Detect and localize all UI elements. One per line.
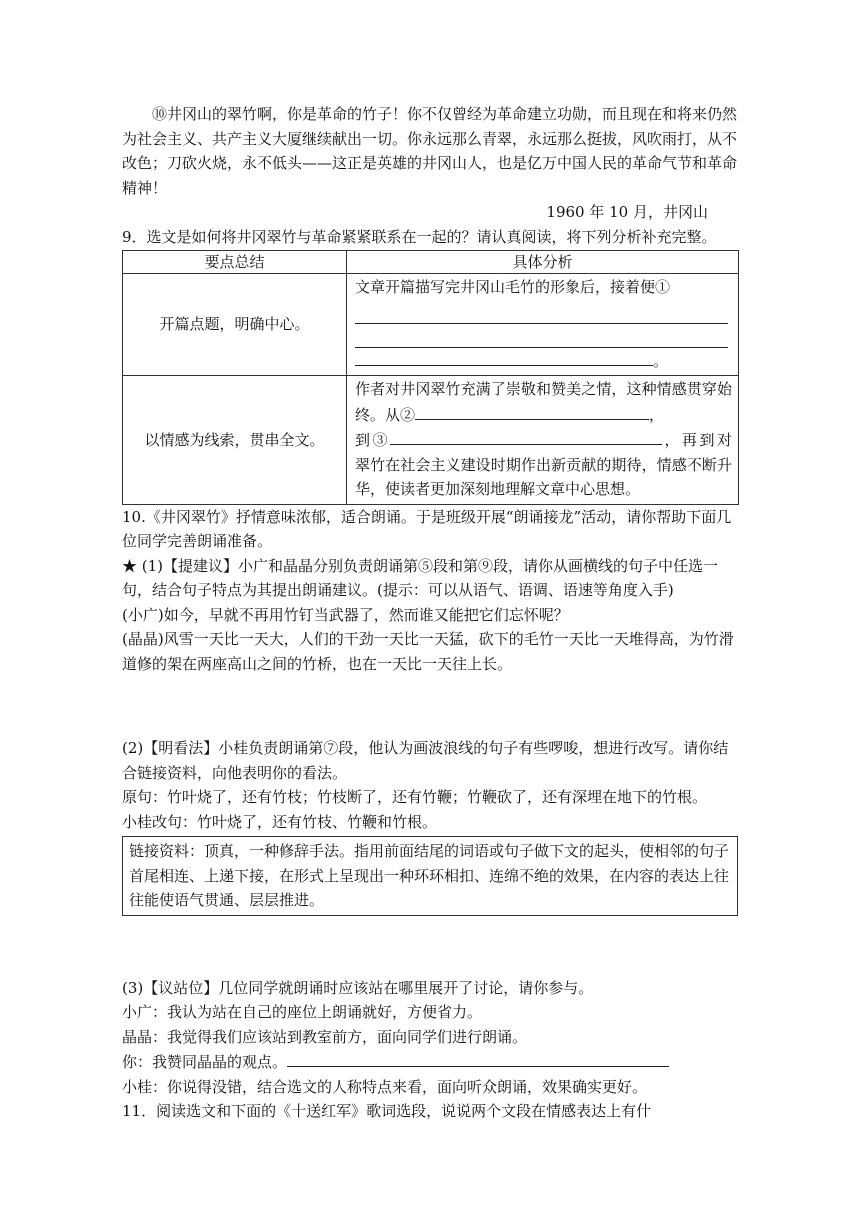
detail-end: 。 bbox=[653, 351, 669, 370]
table-header-detail: 具体分析 bbox=[347, 251, 739, 274]
table-row bbox=[123, 274, 739, 376]
table-cell-summary: 开篇点题，明确中心。 bbox=[123, 274, 347, 376]
analysis-table bbox=[122, 250, 739, 505]
answer-blank-1a[interactable] bbox=[355, 300, 728, 324]
passage-paragraph-10: ⑩井冈山的翠竹啊，你是革命的竹子！你不仅曾经为革命建立功勋，而且现在和将来仍然为社会主义、共产主义大厦继续献出一切。你永远那么青翠，永远那么挺拔，风吹雨打，从不改色；刀砍火烧，永不低头——这正是英雄的井冈山人，也是亿万中国人民的革命气节和革命精神！ bbox=[122, 105, 738, 197]
dialogue-jingjing: 晶晶：我觉得我们应该站到教室前方，面向同学们进行朗诵。 bbox=[122, 1027, 528, 1046]
dialogue-you bbox=[122, 1049, 738, 1075]
dialogue-you-text: 你：我赞同晶晶的观点。 bbox=[122, 1053, 288, 1071]
dialogue-xiaogui: 小桂：你说得没错，结合选文的人称特点来看，面向听众朗诵，效果确实更好。 bbox=[122, 1077, 648, 1096]
table-header-row bbox=[123, 251, 739, 274]
answer-blank-1c[interactable] bbox=[355, 348, 653, 366]
detail-text: 到③ bbox=[355, 431, 390, 449]
table-cell-summary: 以情感为线索，贯串全文。 bbox=[123, 376, 347, 505]
detail-text: 文章开篇描写完井冈山毛竹的形象后，接着便① bbox=[355, 278, 671, 296]
sentence-xiaoguang: (小广)如今，早就不再用竹钉当武器了，然而谁又能把它们忘怀呢？ bbox=[122, 605, 569, 624]
question-10-part-3: (3)【议站位】几位同学就朗诵时应该站在哪里展开了讨论，请你参与。 bbox=[122, 978, 594, 997]
question-9-stem: 9．选文是如何将井冈翠竹与革命紧紧联系在一起的？请认真阅读，将下列分析补充完整。 bbox=[122, 227, 717, 246]
table-header-summary: 要点总结 bbox=[123, 251, 347, 274]
detail-text: ，再到对翠竹在社会主义建设时期作出新贡献的期待，情感不断升华，使读者更加深刻地理解文章中心思想。 bbox=[355, 431, 732, 498]
answer-blank-you[interactable] bbox=[287, 1049, 669, 1067]
answer-blank-1b[interactable] bbox=[355, 324, 728, 348]
link-material-box: 链接资料：顶真，一种修辞手法。指用前面结尾的词语或句子做下文的起头，使相邻的句子首尾相连、上递下接，在形式上呈现出一种环环相扣、连绵不绝的效果，在内容的表达上往往能使语气贯通、层层推进。 bbox=[122, 836, 738, 916]
passage-date: 1960 年 10 月，井冈山 bbox=[546, 203, 708, 221]
document-page bbox=[122, 102, 738, 1124]
question-10-part-2: (2)【明看法】小桂负责朗诵第⑦段，他认为画波浪线的句子有些啰唆，想进行改写。请你结合链接资料，向他表明你的看法。 bbox=[122, 739, 729, 782]
table-cell-detail bbox=[347, 376, 739, 505]
answer-space-1[interactable] bbox=[122, 676, 738, 736]
answer-blank-2[interactable] bbox=[415, 402, 649, 420]
answer-space-2[interactable] bbox=[122, 916, 738, 976]
dialogue-xiaoguang: 小广：我认为站在自己的座位上朗诵就好，方便省力。 bbox=[122, 1003, 483, 1021]
detail-text: 作者对井冈翠竹充满了崇敬和赞美之情，这种情感贯穿始终。从② bbox=[355, 380, 732, 424]
rewritten-sentence: 小桂改句：竹叶烧了，还有竹枝、竹鞭和竹根。 bbox=[122, 812, 438, 831]
detail-comma: ， bbox=[649, 405, 665, 424]
table-row bbox=[123, 376, 739, 505]
question-11-stem: 11．阅读选文和下面的《十送红军》歌词选段，说说两个文段在情感表达上有什 bbox=[122, 1102, 652, 1120]
answer-blank-3[interactable] bbox=[390, 427, 662, 445]
table-cell-detail bbox=[347, 274, 739, 376]
original-sentence: 原句：竹叶烧了，还有竹枝；竹枝断了，还有竹鞭；竹鞭砍了，还有深埋在地下的竹根。 bbox=[122, 788, 708, 806]
question-10-stem: 10.《井冈翠竹》抒情意味浓郁，适合朗诵。于是班级开展“朗诵接龙”活动，请你帮助下面几位同学完善朗诵准备。 bbox=[122, 507, 732, 550]
question-10-part-1: ★ (1)【提建议】小广和晶晶分别负责朗诵第⑤段和第⑨段，请你从画横线的句子中任选一句，结合句子特点为其提出朗诵建议。(提示：可以从语气、语调、语速等角度入手) bbox=[122, 556, 719, 599]
sentence-jingjing: (晶晶)风雪一天比一天大，人们的干劲一天比一天猛，砍下的毛竹一天比一天堆得高，为竹滑道修的架在两座高山之间的竹桥，也在一天比一天往上长。 bbox=[122, 630, 734, 673]
